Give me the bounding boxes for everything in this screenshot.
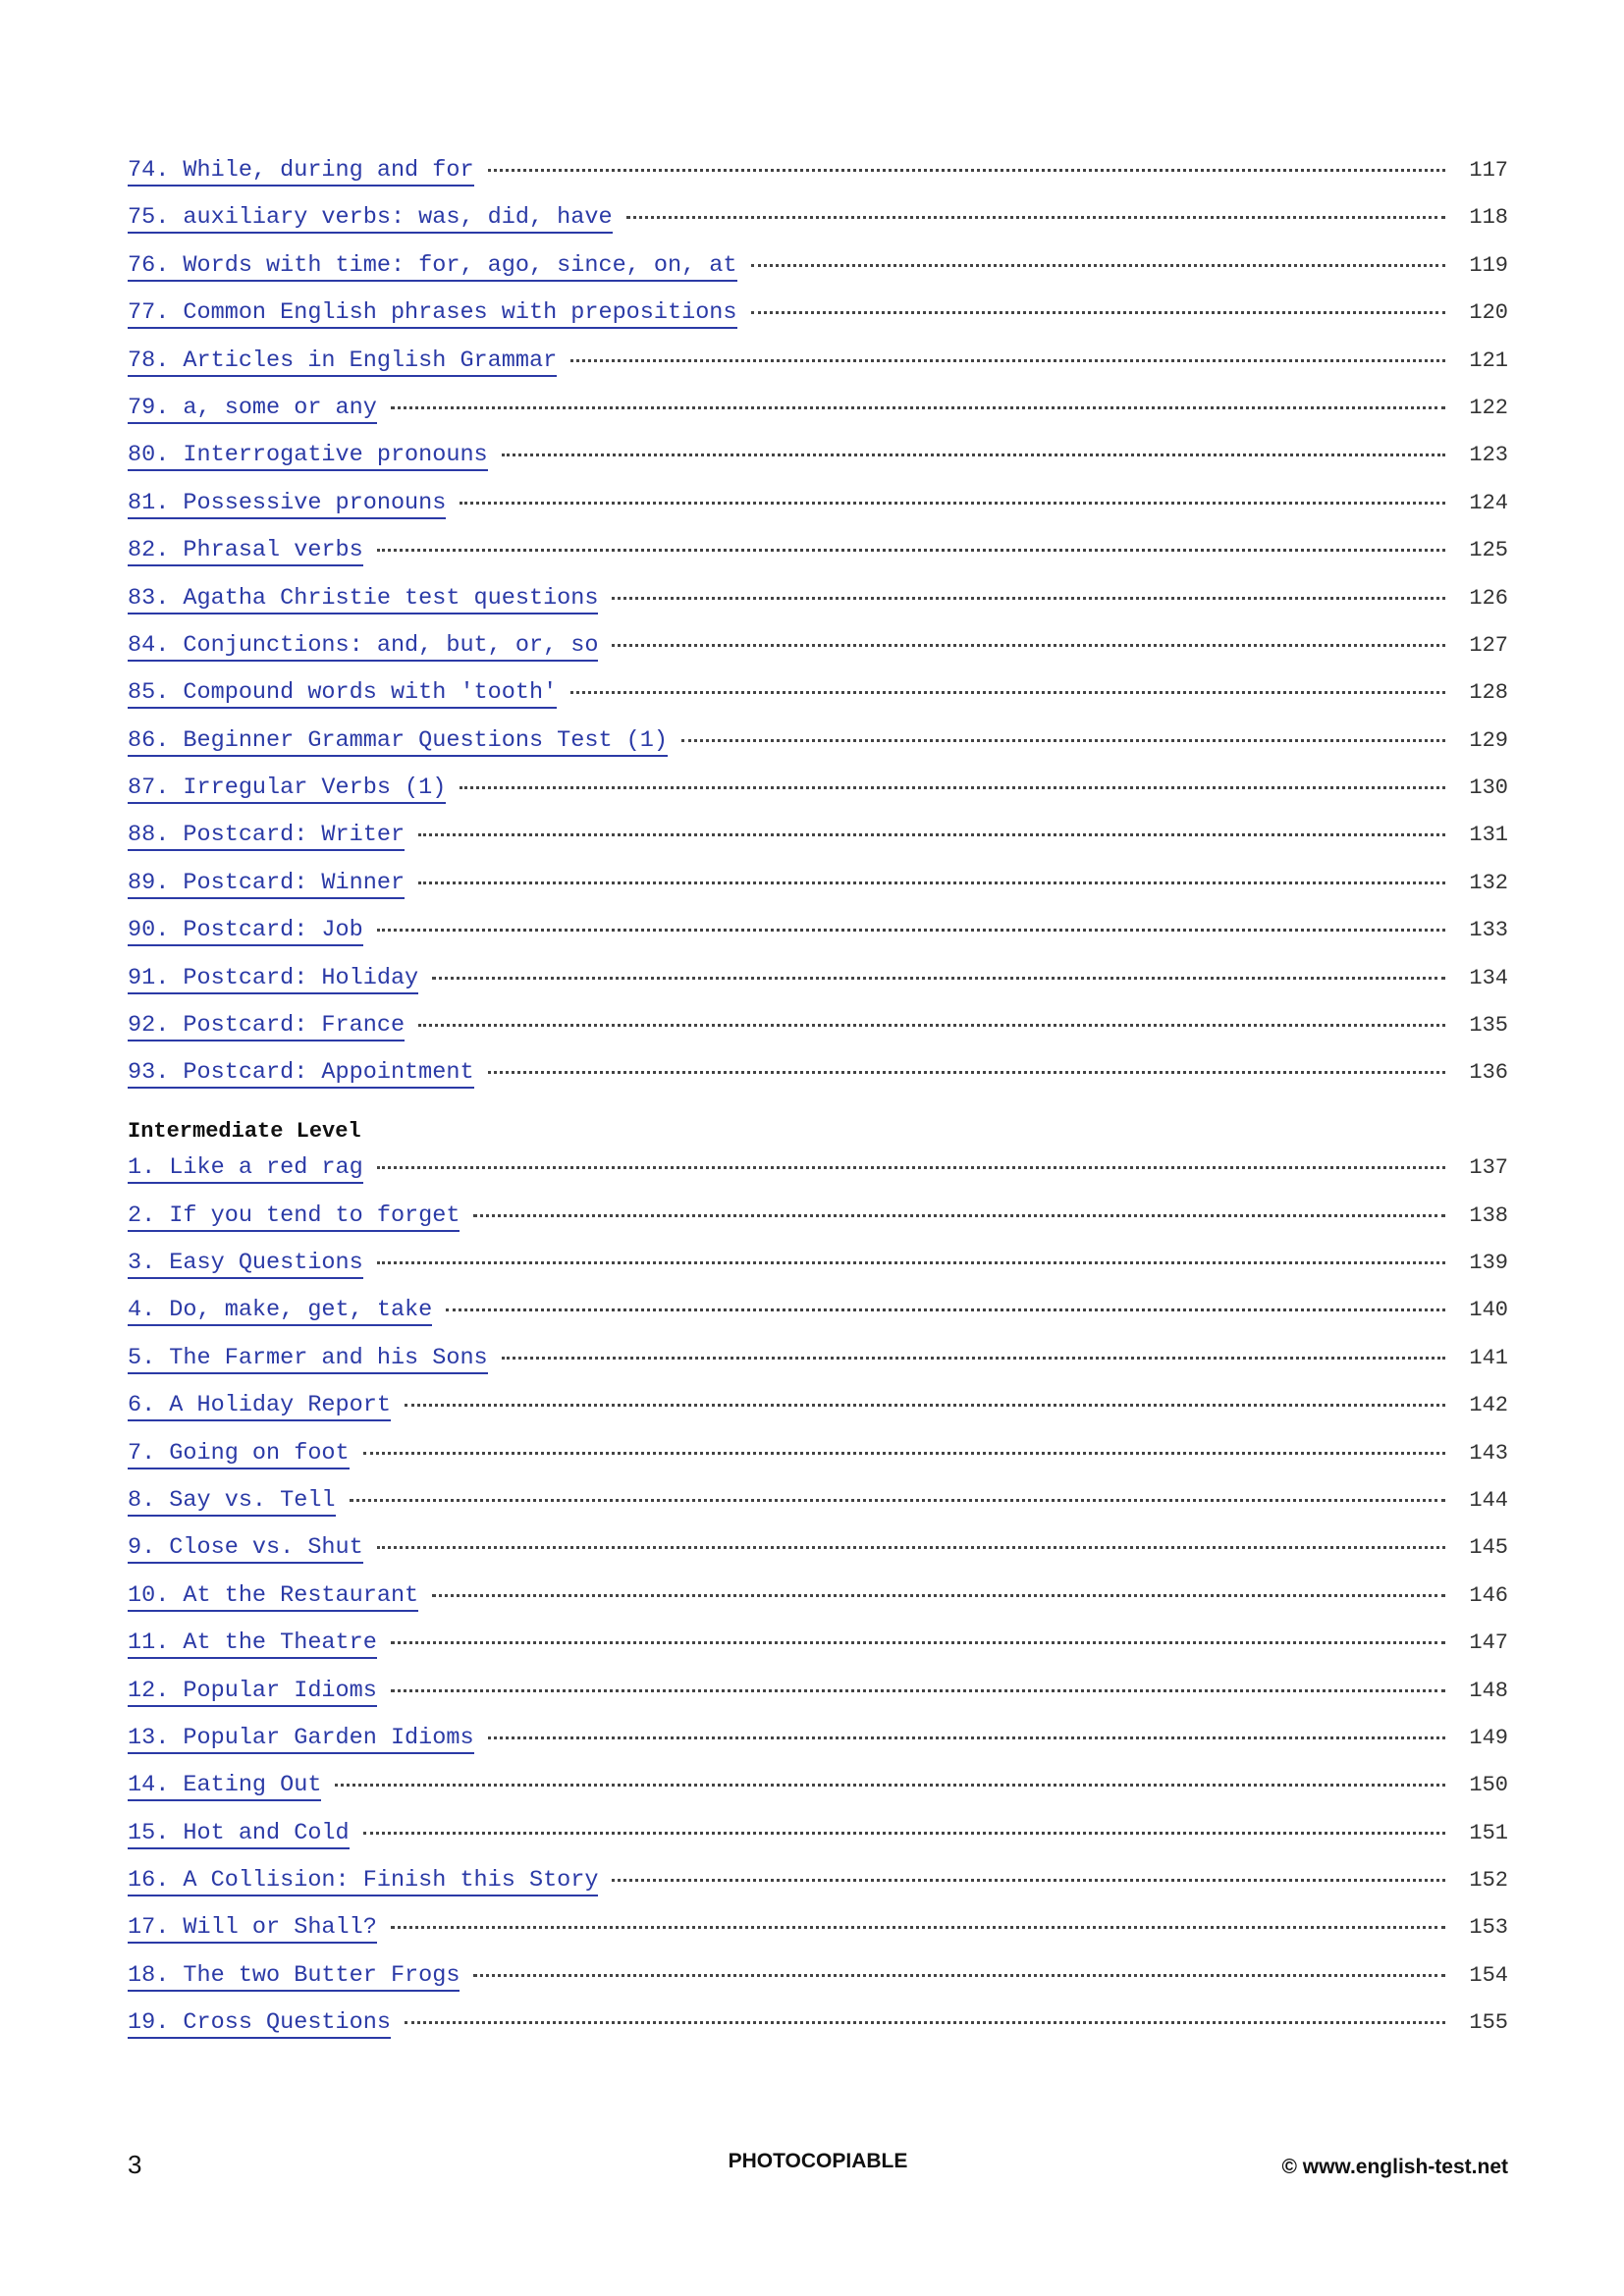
toc-entry-page-number: 135 [1469,1013,1508,1039]
dot-leader [335,1784,1445,1787]
toc-entry-page-number: 123 [1469,443,1508,468]
toc-entry [128,1772,1508,1819]
toc-entry [128,1534,1508,1581]
toc-entry [128,585,1508,632]
toc-entry-page-number: 124 [1469,490,1508,515]
toc-entry-page-number: 146 [1469,1582,1508,1608]
toc-entry-page-number: 155 [1469,2010,1508,2036]
toc-entry [128,395,1508,442]
dot-leader [473,1214,1445,1217]
dot-leader [363,1452,1445,1455]
toc-entry [128,1297,1508,1344]
toc-entry-link[interactable]: 18. The two Butter Frogs [128,1962,460,1992]
toc-entry [128,632,1508,679]
toc-entry [128,1820,1508,1867]
toc-entry [128,1345,1508,1392]
footer-website: © www.english-test.net [1281,2156,1508,2178]
toc-entry-link[interactable]: 1. Like a red rag [128,1154,363,1184]
toc-entry-page-number: 134 [1469,965,1508,990]
dot-leader [446,1308,1445,1311]
toc-entry-page-number: 126 [1469,585,1508,611]
toc-entry-link[interactable]: 86. Beginner Grammar Questions Test (1) [128,727,668,757]
toc-entry [128,1582,1508,1629]
toc-entry-link[interactable]: 5. The Farmer and his Sons [128,1345,488,1374]
toc-entry-page-number: 117 [1469,158,1508,183]
toc-entry-link[interactable]: 88. Postcard: Writer [128,822,405,851]
toc-entry [128,157,1508,204]
toc-entry [128,1154,1508,1201]
toc-entry-link[interactable]: 76. Words with time: for, ago, since, on, at [128,252,737,282]
footer-page-number: 3 [128,2150,142,2179]
toc-entry [128,299,1508,347]
dot-leader [488,169,1445,172]
dot-leader [418,1024,1445,1027]
dot-leader [488,1071,1445,1074]
dot-leader [377,549,1445,552]
toc-entry [128,1392,1508,1439]
toc-entry [128,1725,1508,1772]
toc-entry [128,679,1508,726]
toc-entry-page-number: 143 [1469,1440,1508,1466]
dot-leader [432,977,1445,980]
dot-leader [377,929,1445,932]
dot-leader [391,1641,1445,1644]
toc-entry-page-number: 118 [1469,205,1508,231]
toc-entry-link[interactable]: 92. Postcard: France [128,1012,405,1041]
toc-entry-page-number: 125 [1469,538,1508,563]
toc-entry-page-number: 139 [1469,1250,1508,1275]
toc-entry-page-number: 128 [1469,680,1508,706]
toc-entry-page-number: 141 [1469,1345,1508,1370]
toc-entry-link[interactable]: 2. If you tend to forget [128,1202,460,1232]
toc-entry-page-number: 150 [1469,1773,1508,1798]
toc-group-intermediate [128,1154,1508,2056]
toc-entry-page-number: 131 [1469,823,1508,848]
toc-entry-link[interactable]: 83. Agatha Christie test questions [128,585,598,614]
toc-entry [128,965,1508,1012]
toc-entry-link[interactable]: 89. Postcard: Winner [128,870,405,899]
toc-entry-page-number: 138 [1469,1202,1508,1228]
toc-entry-link[interactable]: 9. Close vs. Shut [128,1534,363,1564]
toc-entry [128,1012,1508,1059]
toc-entry-link[interactable]: 77. Common English phrases with prepositions [128,299,737,329]
toc-entry [128,442,1508,489]
toc-entry-link[interactable]: 19. Cross Questions [128,2009,391,2039]
dot-leader [612,597,1445,600]
dot-leader [612,644,1445,647]
dot-leader [405,1404,1445,1407]
dot-leader [460,786,1445,789]
toc-entry-page-number: 132 [1469,870,1508,895]
toc-entry [128,1487,1508,1534]
dot-leader [377,1166,1445,1169]
toc-entry [128,727,1508,774]
toc-entry-page-number: 152 [1469,1868,1508,1894]
toc-entry-page-number: 140 [1469,1298,1508,1323]
toc-entry-page-number: 122 [1469,395,1508,420]
toc-entry-link[interactable]: 8. Say vs. Tell [128,1487,336,1517]
dot-leader [363,1832,1445,1835]
toc-entry-link[interactable]: 11. At the Theatre [128,1629,377,1659]
toc-entry-link[interactable]: 17. Will or Shall? [128,1914,377,1944]
dot-leader [681,739,1445,742]
toc-entry-link[interactable]: 16. A Collision: Finish this Story [128,1867,598,1896]
dot-leader [751,264,1445,267]
dot-leader [405,2021,1445,2024]
dot-leader [418,833,1445,836]
dot-leader [502,1357,1445,1360]
toc-entry [128,1914,1508,1961]
toc-entry [128,347,1508,395]
toc-entry-link[interactable]: 75. auxiliary verbs: was, did, have [128,204,613,234]
toc-entry-link[interactable]: 10. At the Restaurant [128,1582,418,1612]
toc-entry-link[interactable]: 13. Popular Garden Idioms [128,1725,474,1754]
toc-entry-link[interactable]: 12. Popular Idioms [128,1678,377,1707]
toc-entry-link[interactable]: 84. Conjunctions: and, but, or, so [128,632,598,662]
toc-entry-link[interactable]: 82. Phrasal verbs [128,537,363,566]
toc-entry-page-number: 121 [1469,347,1508,373]
toc-entry-link[interactable]: 7. Going on foot [128,1440,350,1469]
toc-entry-page-number: 145 [1469,1535,1508,1561]
toc-entry [128,1202,1508,1250]
page-footer [128,2150,1508,2180]
toc-entry [128,1250,1508,1297]
dot-leader [488,1736,1445,1739]
toc-entry [128,870,1508,917]
toc-entry [128,1962,1508,2009]
toc-entry-link[interactable]: 74. While, during and for [128,157,474,187]
toc-entry-page-number: 136 [1469,1060,1508,1086]
toc-entry-link[interactable]: 6. A Holiday Report [128,1392,391,1421]
toc-entry-link[interactable]: 4. Do, make, get, take [128,1297,432,1326]
toc-entry-link[interactable]: 80. Interrogative pronouns [128,442,488,471]
dot-leader [751,311,1445,314]
toc-entry-link[interactable]: 3. Easy Questions [128,1250,363,1279]
toc-entry [128,537,1508,584]
dot-leader [502,454,1445,456]
toc-entry [128,1440,1508,1487]
dot-leader [460,502,1445,505]
toc-entry [128,1059,1508,1106]
toc-entry-page-number: 149 [1469,1725,1508,1750]
toc-entry-page-number: 153 [1469,1915,1508,1941]
footer-photocopiable: PHOTOCOPIABLE [728,2150,908,2172]
toc-entry [128,2009,1508,2056]
toc-entry-page-number: 129 [1469,727,1508,753]
toc-entry [128,252,1508,299]
dot-leader [377,1546,1445,1549]
toc-entry-page-number: 119 [1469,252,1508,278]
toc-entry [128,204,1508,251]
toc-entry-page-number: 144 [1469,1487,1508,1513]
toc-entry-page-number: 154 [1469,1962,1508,1988]
dot-leader [432,1594,1445,1597]
toc-entry [128,1678,1508,1725]
dot-leader [418,881,1445,884]
toc-entry [128,917,1508,964]
toc-entry-link[interactable]: 15. Hot and Cold [128,1820,350,1849]
dot-leader [626,216,1445,219]
toc-entry-page-number: 148 [1469,1678,1508,1703]
toc-entry-link[interactable]: 14. Eating Out [128,1772,321,1801]
toc-entry-link[interactable]: 81. Possessive pronouns [128,490,446,519]
toc-entry-link[interactable]: 78. Articles in English Grammar [128,347,557,377]
dot-leader [350,1499,1445,1502]
toc-entry-page-number: 137 [1469,1155,1508,1181]
section-heading: Intermediate Level [128,1118,361,1144]
toc-entry-page-number: 120 [1469,300,1508,326]
toc-entry-link[interactable]: 93. Postcard: Appointment [128,1059,474,1089]
toc-entry-link[interactable]: 79. a, some or any [128,395,377,424]
toc-entry-link[interactable]: 90. Postcard: Job [128,917,363,946]
toc-group-elementary [128,157,1508,1107]
dot-leader [612,1879,1445,1882]
toc-entry-page-number: 151 [1469,1820,1508,1845]
dot-leader [570,691,1445,694]
toc-entry [128,822,1508,869]
dot-leader [473,1974,1445,1977]
dot-leader [391,1926,1445,1929]
dot-leader [391,406,1445,409]
toc-entry [128,490,1508,537]
table-of-contents [128,157,1508,2057]
toc-entry-page-number: 142 [1469,1393,1508,1418]
toc-entry-link[interactable]: 91. Postcard: Holiday [128,965,418,994]
dot-leader [570,359,1445,362]
toc-entry-link[interactable]: 85. Compound words with 'tooth' [128,679,557,709]
toc-entry-page-number: 130 [1469,775,1508,801]
toc-entry [128,1629,1508,1677]
toc-entry-page-number: 133 [1469,918,1508,943]
toc-entry-link[interactable]: 87. Irregular Verbs (1) [128,774,446,804]
toc-entry [128,774,1508,822]
toc-entry-page-number: 147 [1469,1630,1508,1656]
dot-leader [391,1689,1445,1692]
toc-entry [128,1867,1508,1914]
toc-entry-page-number: 127 [1469,632,1508,658]
dot-leader [377,1261,1445,1264]
